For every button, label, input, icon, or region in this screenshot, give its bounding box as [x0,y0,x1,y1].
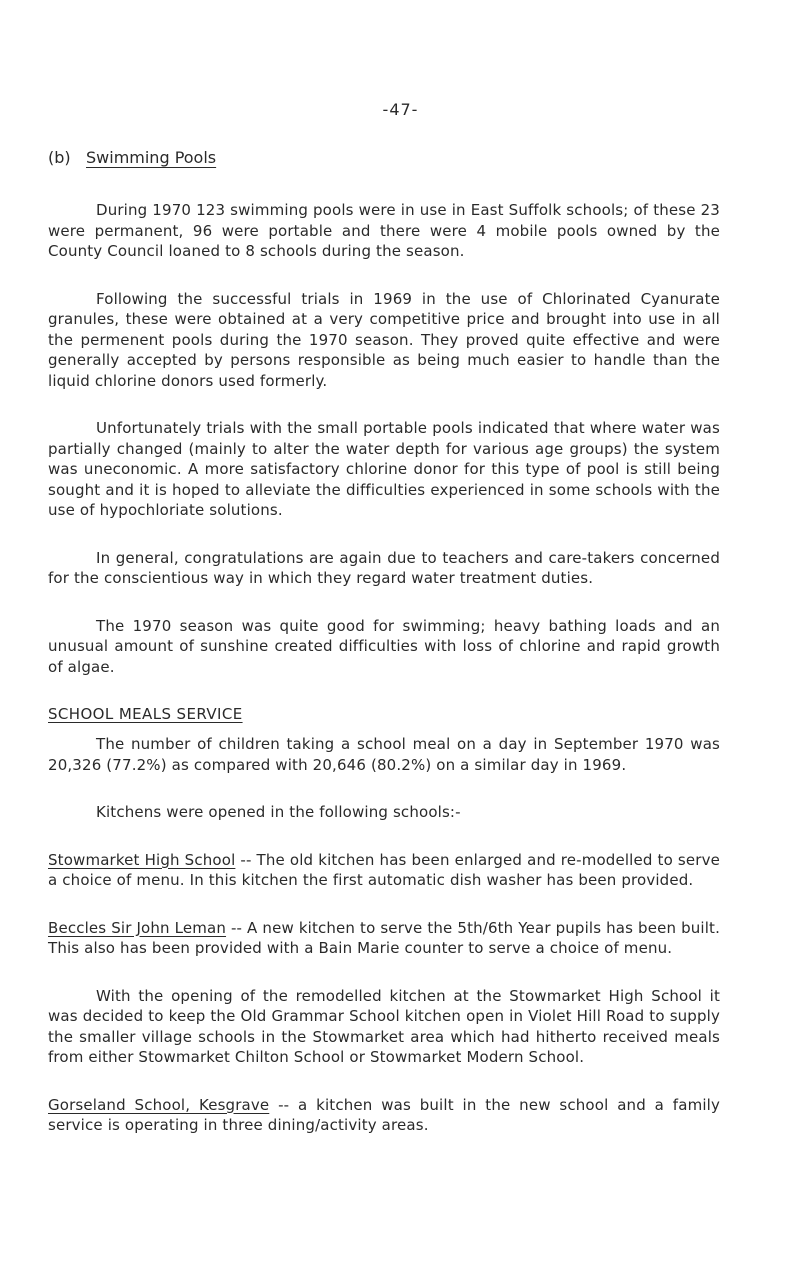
stowmarket-school-name: Stowmarket High School [48,850,236,869]
beccles-text: -- A new kitchen to serve the 5th/6th Year pupils has been built. This also has been provided with a Bain Marie counter to serve a choice of menu. [48,918,721,957]
section-title-swimming-pools: Swimming Pools [86,148,217,167]
swimming-paragraph-3: Unfortunately trials with the small portable pools indicated that where water was partially changed (mainly to alter the water depth for various age groups) the system was uneconomic. A more satisfactory chlorine donor for this type of pool is still being sought and it is hoped to alleviate the difficulties experienced in some schools with the use of hypochloriate solutions. [48,419,720,519]
gorseland-school-name: Gorseland School, Kesgrave [48,1095,270,1114]
page-number: -47- [382,100,419,119]
gorseland-paragraph [48,1095,720,1136]
beccles-school-name: Beccles Sir John Leman [48,918,227,937]
swimming-paragraph-5: The 1970 season was quite good for swimming; heavy bathing loads and an unusual amount of sunshine created difficulties with loss of chlorine and rapid growth of algae. [48,616,720,676]
swimming-paragraph-4: In general, congratulations are again due to teachers and care-takers concerned for the conscientious way in which they regard water treatment duties. [48,548,720,587]
section-title-school-meals: SCHOOL MEALS SERVICE [48,705,243,723]
stowmarket-paragraph [48,850,720,891]
swimming-paragraph-2: Following the successful trials in 1969 in the use of Chlorinated Cyanurate granules, these were obtained at a very competitive price and brought into use in all the permenent pools during the 1970 season. They proved quite effective and were generally accepted by persons responsible as being much easier to handle than the liquid chlorine donors used formerly. [48,289,720,390]
swimming-pools-heading [48,148,720,168]
opening-paragraph: With the opening of the remodelled kitchen at the Stowmarket High School it was decided to keep the Old Grammar School kitchen open in Violet Hill Road to supply the smaller village schools in the Stowmarket area which had hitherto received meals from either Stowmarket Chilton School or Stowmarket Modern School. [48,986,720,1066]
kitchens-intro: Kitchens were opened in the following schools:- [96,803,461,821]
gorseland-text: -- a kitchen was built in the new school and a family service is operating in three dining/activity areas. [48,1095,720,1134]
swimming-paragraph-1: During 1970 123 swimming pools were in use in East Suffolk schools; of these 23 were permanent, 96 were portable and there were 4 mobile pools owned by the County Council loaned to 8 schools during the season. [48,201,720,260]
section-label: (b) [48,148,71,167]
meals-intro-paragraph: The number of children taking a school meal on a day in September 1970 was 20,326 (77.2%) as compared with 20,646 (80.2%) on a similar day in 1969. [48,735,720,774]
stowmarket-text: -- The old kitchen has been enlarged and re-modelled to serve a choice of menu. In this kitchen the first automatic dish washer has been provided. [48,850,720,889]
beccles-paragraph [48,918,720,959]
page-content [48,148,720,1136]
